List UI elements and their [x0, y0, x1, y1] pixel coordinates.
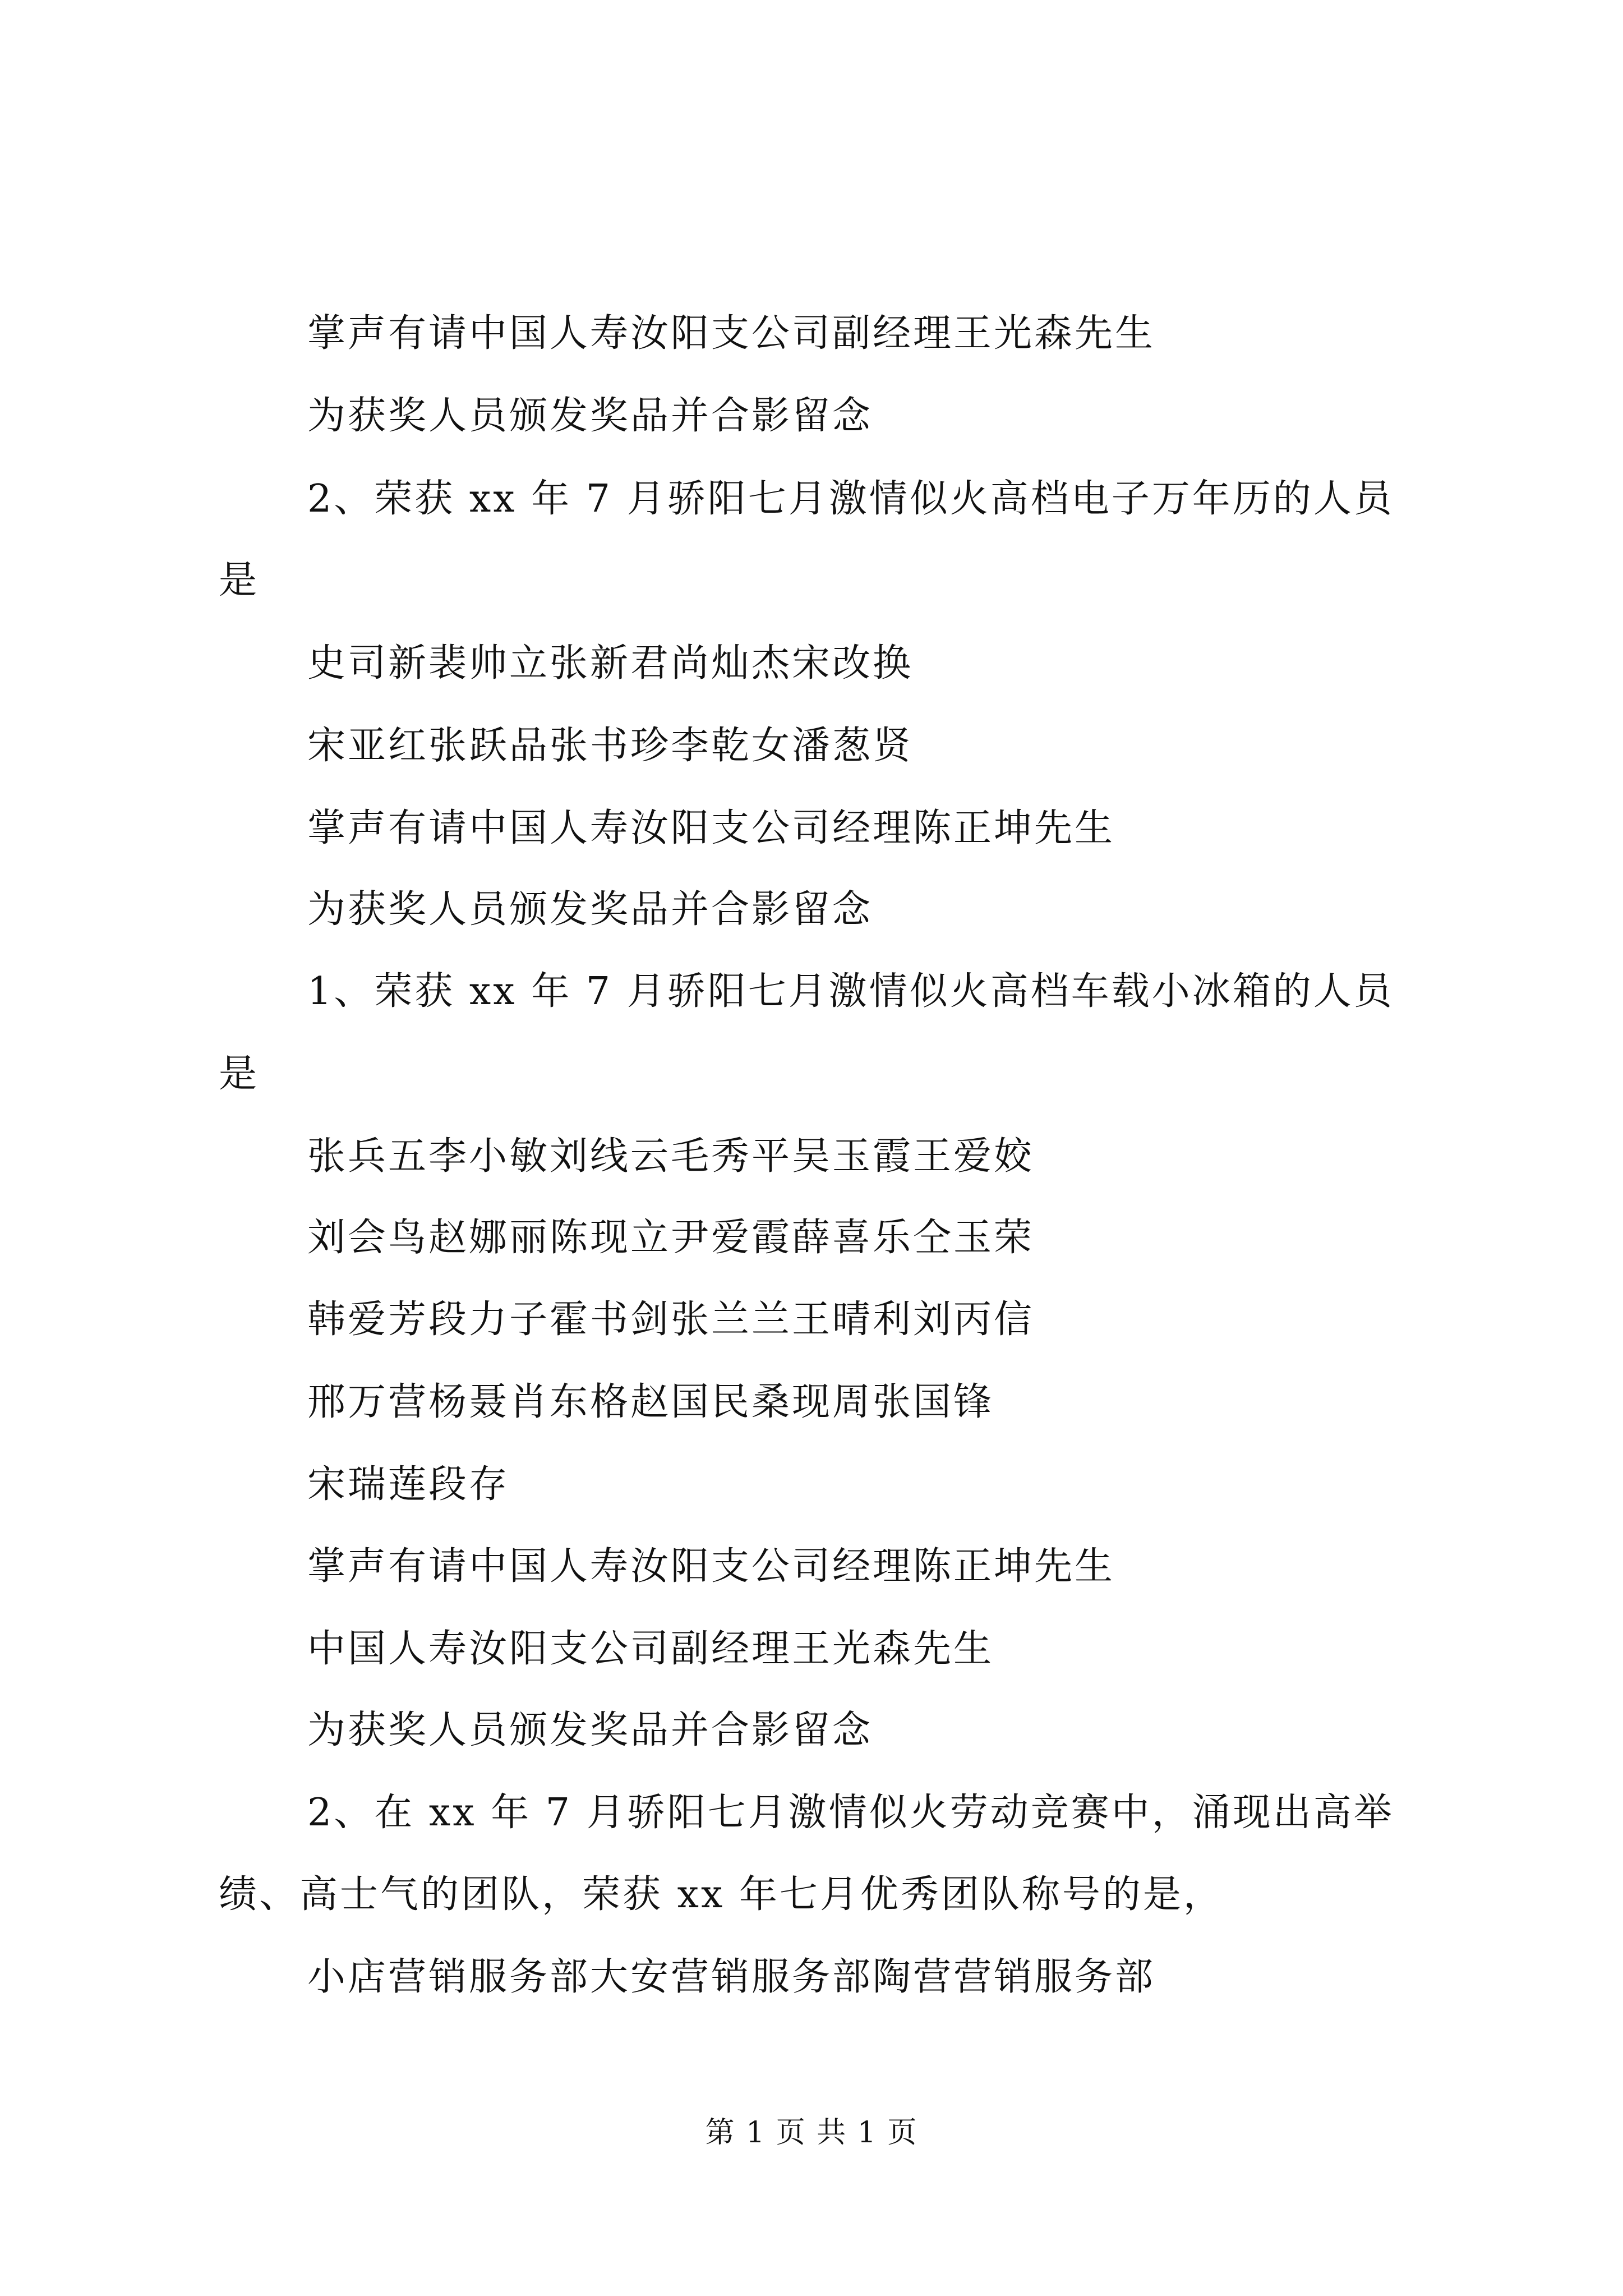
- text-line: 宋瑞莲段存: [307, 1462, 510, 1507]
- text-line: 2、荣获 xx 年 7 月骄阳七月激情似火高档电子万年历的人员: [307, 477, 1394, 521]
- text-line: 为获奖人员颁发奖品并合影留念: [307, 394, 873, 438]
- text-line: 刘会鸟赵娜丽陈现立尹爱霞薛喜乐仝玉荣: [307, 1216, 1035, 1260]
- text-line: 史司新裴帅立张新君尚灿杰宋改换: [307, 641, 914, 685]
- text-line: 张兵五李小敏刘线云毛秀平吴玉霞王爱姣: [307, 1134, 1035, 1179]
- text-line: 宋亚红张跃品张书珍李乾女潘葱贤: [307, 724, 914, 768]
- text-line: 1、荣获 xx 年 7 月骄阳七月激情似火高档车载小冰箱的人员: [307, 969, 1394, 1014]
- text-line: 是: [219, 1052, 260, 1096]
- text-line: 为获奖人员颁发奖品并合影留念: [307, 887, 873, 932]
- text-line: 绩、高士气的团队，荣获 xx 年七月优秀团队称号的是，: [219, 1872, 1224, 1917]
- text-line: 为获奖人员颁发奖品并合影留念: [307, 1708, 873, 1752]
- text-line: 掌声有请中国人寿汝阳支公司经理陈正坤先生: [307, 1544, 1115, 1589]
- page-number-footer: 第 1 页 共 1 页: [705, 2116, 918, 2150]
- text-line: 邢万营杨聂肖东格赵国民桑现周张国锋: [307, 1380, 994, 1424]
- text-line: 掌声有请中国人寿汝阳支公司副经理王光森先生: [307, 311, 1156, 356]
- text-line: 2、在 xx 年 7 月骄阳七月激情似火劳动竞赛中，涌现出高举: [307, 1791, 1394, 1835]
- text-line: 小店营销服务部大安营销服务部陶营营销服务部: [307, 1955, 1156, 1999]
- text-line: 掌声有请中国人寿汝阳支公司经理陈正坤先生: [307, 806, 1115, 850]
- text-line: 韩爱芳段力子霍书剑张兰兰王晴利刘丙信: [307, 1297, 1035, 1342]
- text-line: 是: [219, 558, 260, 602]
- text-line: 中国人寿汝阳支公司副经理王光森先生: [307, 1627, 994, 1671]
